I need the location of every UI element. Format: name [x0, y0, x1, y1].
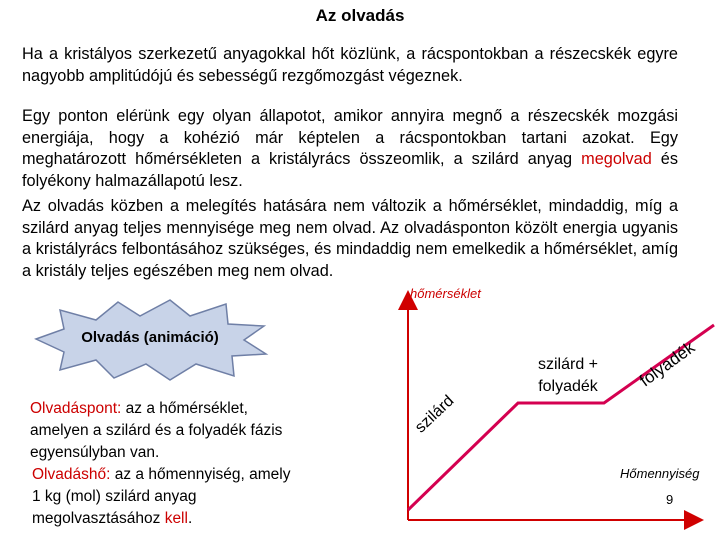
mixed-region-label-1: szilárd +: [537, 356, 599, 373]
slide-number: 9: [666, 492, 674, 507]
liquid-region-label: folyadék: [636, 337, 699, 391]
y-axis-label: hőmérséklet: [410, 286, 481, 301]
melting-highlight: megolvad: [581, 150, 652, 168]
heat-term: Olvadáshő:: [32, 466, 111, 483]
page-title: Az olvadás: [315, 6, 405, 25]
mixed-region-label-2: folyadék: [538, 378, 598, 395]
solid-region-label: szilárd: [412, 392, 458, 437]
melting-point-text: az a hőmérséklet, amelyen a szilárd és a folyadék fázis egyensúlyban van.: [30, 400, 283, 461]
animation-button-label: Olvadás (animáció): [81, 329, 219, 346]
heat-end: .: [187, 510, 193, 527]
melting-line-3: Egy meghatározott hőmérsékleten a kristályrács összeomlik, a szilárd anyag: [22, 128, 678, 168]
heat-kell: kell: [164, 510, 188, 527]
intro-paragraph: Ha a kristályos szerkezetű anyagokkal hőt közlünk, a rácspontokban a részecskék egyre nagyobb amplitúdójú és sebességű rezgőmozgást végeznek.: [22, 45, 678, 85]
melting-line-1: Egy ponton elérünk egy olyan állapotot, amikor annyira megnő a részecskék: [22, 107, 610, 125]
melting-line-2: mozgási energiája, hogy a kohézió már képtelen a rácspontokban tartani azokat.: [22, 107, 678, 147]
melting-point-term: Olvadáspont:: [30, 400, 122, 417]
x-axis-label: Hőmennyiség: [620, 466, 700, 481]
melting-tail: és folyékony halmazállapotú lesz.: [22, 150, 678, 190]
process-paragraph: Az olvadás közben a melegítés hatására nem változik a hőmérséklet, mindaddig, míg a szilárd anyag teljes mennyisége meg nem olvad. Az olvadásponton közölt energia ugyanis a kristályrács felbontásához szükséges, és mindaddig nem emelkedik a hőmérséklet, amíg a kristály teljes egészében meg nem olvad.: [22, 197, 678, 280]
heat-text: az a hőmennyiség, amely 1 kg (mol) szilárd anyag megolvasztásához: [32, 466, 291, 527]
